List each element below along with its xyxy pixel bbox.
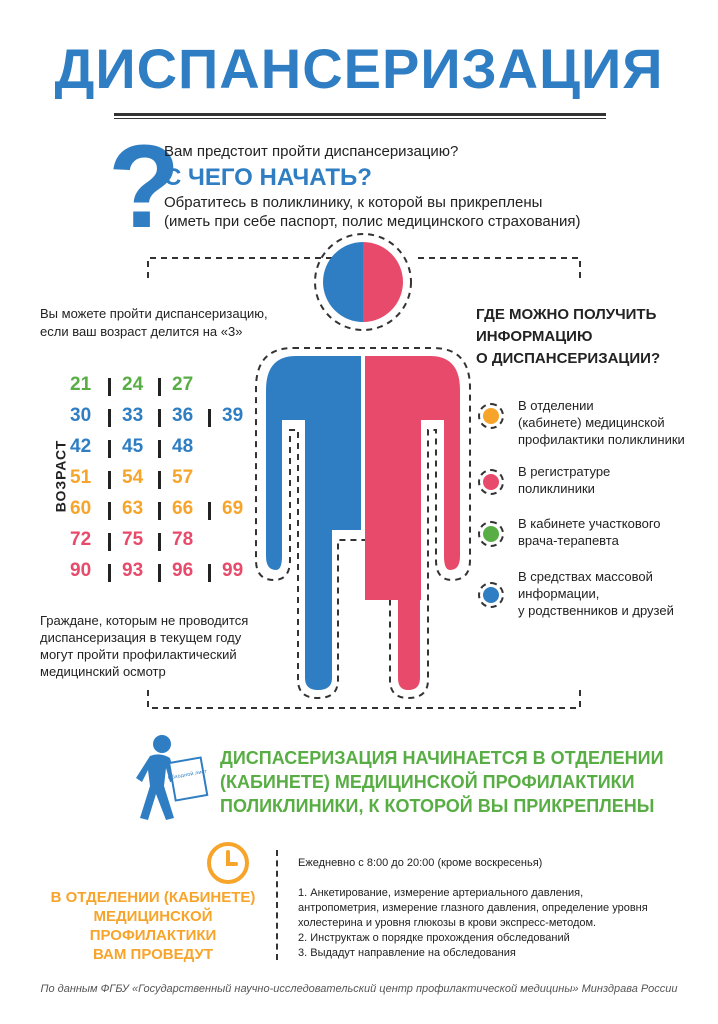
age-value: 63 <box>122 498 144 519</box>
info-item-line: В регистратуре <box>518 464 611 479</box>
info-heading-line: О ДИСПАНСЕРИЗАЦИИ? <box>476 350 661 367</box>
age-value: 78 <box>172 529 194 550</box>
info-item <box>478 515 708 569</box>
age-value: 66 <box>172 498 194 519</box>
info-heading-line: ГДЕ МОЖНО ПОЛУЧИТЬ <box>476 306 657 323</box>
age-value: 27 <box>172 374 194 395</box>
age-separator <box>158 378 161 396</box>
office-heading-line: МЕДИЦИНСКОЙ <box>93 908 213 925</box>
office-heading-line: В ОТДЕЛЕНИИ (КАБИНЕТЕ) <box>50 889 256 906</box>
age-intro <box>40 305 290 341</box>
age-value: 69 <box>222 498 244 519</box>
age-value: 39 <box>222 405 244 426</box>
step-line: 3. Выдадут направление на обследования <box>298 947 516 959</box>
age-separator <box>108 564 111 582</box>
age-intro-line: если ваш возраст делится на «3» <box>40 324 243 339</box>
age-separator <box>158 502 161 520</box>
age-value: 99 <box>222 560 244 581</box>
steps-list <box>298 886 698 961</box>
age-intro-line: Вы можете пройти диспансеризацию, <box>40 306 268 321</box>
intro-text-line: Обратитесь в поликлинику, к которой вы прикреплены <box>164 194 543 211</box>
age-value: 51 <box>70 467 92 488</box>
age-axis-label: ВОЗРАСТ <box>52 439 69 513</box>
start-heading-line: (КАБИНЕТЕ) МЕДИЦИНСКОЙ ПРОФИЛАКТИКИ <box>220 772 635 792</box>
age-value: 75 <box>122 529 144 550</box>
info-item <box>478 463 708 517</box>
age-value: 33 <box>122 405 144 426</box>
age-separator <box>208 502 211 520</box>
info-item-line: В средствах массовой <box>518 569 653 584</box>
age-separator <box>208 564 211 582</box>
age-value: 57 <box>172 467 194 488</box>
info-item <box>478 568 708 622</box>
dashed-divider <box>276 850 278 960</box>
walking-person-icon <box>132 734 212 824</box>
page-title: ДИСПАНСЕРИЗАЦИЯ <box>54 37 664 100</box>
note-line: Граждане, которым не проводится <box>40 613 249 628</box>
step-line: 2. Инструктаж о порядке прохождения обследований <box>298 932 570 944</box>
age-separator <box>158 564 161 582</box>
body-right <box>365 356 460 690</box>
orange-dot-icon <box>478 403 504 429</box>
info-item-text <box>518 568 708 619</box>
note-line: диспансеризация в текущем году <box>40 630 242 645</box>
age-value: 93 <box>122 560 144 581</box>
intro-text-line: (иметь при себе паспорт, полис медицинского страхования) <box>164 213 581 230</box>
office-heading <box>40 888 266 964</box>
info-item-text <box>518 397 708 448</box>
info-item-line: (кабинете) медицинской <box>518 415 665 430</box>
walker-sign-text: Обходной лист <box>167 768 208 782</box>
source-footer: По данным ФГБУ «Государственный научно-исследовательский центр профилактической медицины» Минздрава России <box>40 983 678 995</box>
age-separator <box>208 409 211 427</box>
step-line: 1. Анкетирование, измерение артериального давления, <box>298 887 584 899</box>
start-heading-line: ПОЛИКЛИНИКИ, К КОТОРОЙ ВЫ ПРИКРЕПЛЕНЫ <box>220 796 655 816</box>
age-value: 90 <box>70 560 92 581</box>
step-line: антропометрия, измерение глазного давления, определение уровня <box>298 902 648 914</box>
info-heading-line: ИНФОРМАЦИЮ <box>476 328 593 345</box>
blue-dot-icon <box>478 582 504 608</box>
green-dot-icon <box>478 521 504 547</box>
info-item <box>478 397 708 451</box>
age-separator <box>108 409 111 427</box>
age-value: 96 <box>172 560 194 581</box>
info-item-text <box>518 515 708 549</box>
age-value: 48 <box>172 436 194 457</box>
info-item-text <box>518 463 708 497</box>
info-heading <box>476 304 660 370</box>
age-separator <box>158 440 161 458</box>
intro-question: Вам предстоит пройти диспансеризацию? <box>164 143 459 160</box>
age-separator <box>108 378 111 396</box>
note-line: могут пройти профилактический <box>40 647 237 662</box>
head-left <box>323 242 363 322</box>
age-separator <box>158 471 161 489</box>
age-value: 30 <box>70 405 92 426</box>
intro-heading: С ЧЕГО НАЧАТЬ? <box>164 164 372 191</box>
age-value: 54 <box>122 467 144 488</box>
pink-dot-icon <box>478 469 504 495</box>
head-right <box>363 242 403 322</box>
info-item-line: информации, <box>518 586 600 601</box>
age-separator <box>108 502 111 520</box>
step-line: холестерина и уровня глюкозы в крови экспресс-методом. <box>298 917 597 929</box>
age-value: 72 <box>70 529 92 550</box>
age-separator <box>108 471 111 489</box>
info-item-line: у родственников и друзей <box>518 603 674 618</box>
info-item-line: В отделении <box>518 398 594 413</box>
age-separator <box>108 440 111 458</box>
age-separator <box>158 533 161 551</box>
info-item-line: поликлиники <box>518 481 595 496</box>
age-value: 42 <box>70 436 92 457</box>
note-line: медицинский осмотр <box>40 664 166 679</box>
age-value: 24 <box>122 374 144 395</box>
start-heading <box>220 746 690 818</box>
age-separator <box>108 533 111 551</box>
schedule: Ежедневно с 8:00 до 20:00 (кроме воскресенья) <box>298 857 543 869</box>
office-heading-line: ПРОФИЛАКТИКИ <box>89 927 217 944</box>
age-separator <box>158 409 161 427</box>
age-value: 45 <box>122 436 144 457</box>
office-heading-line: ВАМ ПРОВЕДУТ <box>92 946 214 963</box>
question-mark-icon: ? <box>108 121 181 253</box>
start-heading-line: ДИСПАСЕРИЗАЦИЯ НАЧИНАЕТСЯ В ОТДЕЛЕНИИ <box>220 748 664 768</box>
clock-icon <box>205 840 251 886</box>
exam-note <box>40 612 290 680</box>
info-item-line: врача-терапевта <box>518 533 619 548</box>
info-item-line: В кабинете участкового <box>518 516 661 531</box>
info-item-line: профилактики поликлиники <box>518 432 685 447</box>
age-value: 36 <box>172 405 194 426</box>
age-value: 21 <box>70 374 92 395</box>
age-value: 60 <box>70 498 92 519</box>
